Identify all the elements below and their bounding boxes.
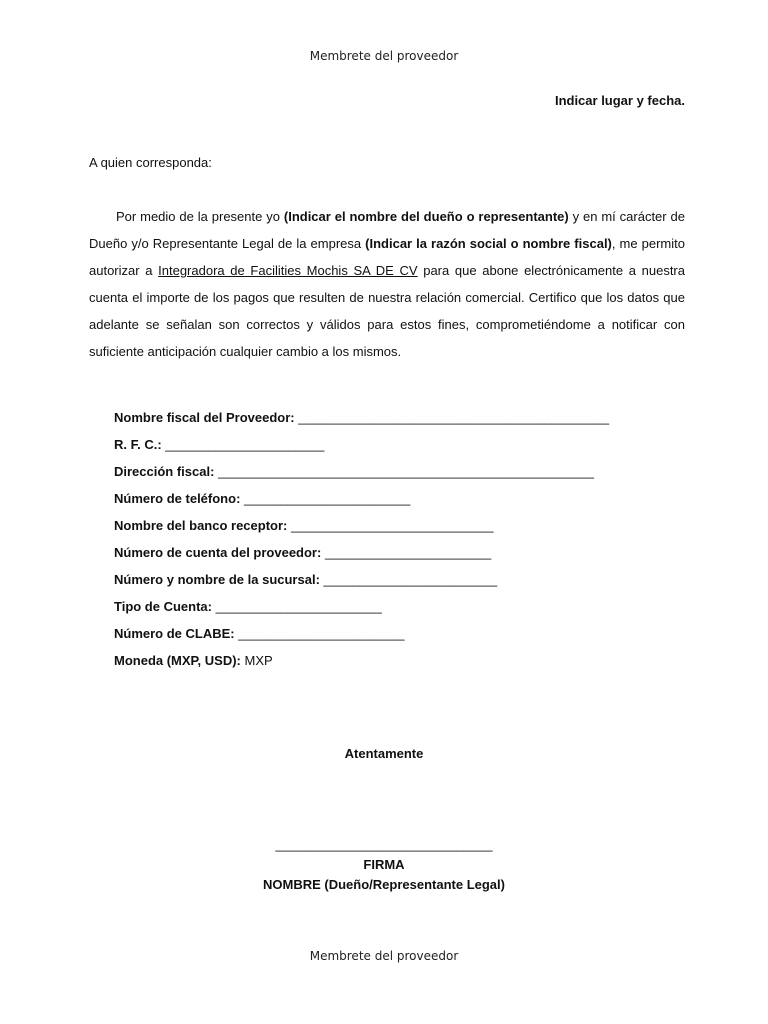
field-value: ______________________ bbox=[165, 437, 325, 452]
field-value: _______________________ bbox=[215, 599, 382, 614]
field-value: ____________________________________________________ bbox=[218, 464, 595, 479]
signature-label: FIRMA bbox=[363, 857, 405, 872]
field-value: MXP bbox=[244, 653, 273, 668]
letter-body bbox=[89, 203, 685, 365]
closing: Atentamente bbox=[344, 746, 424, 761]
body-text-3: , me permito autorizar a bbox=[89, 236, 685, 278]
letterhead-footer: Membrete del proveedor bbox=[309, 949, 459, 963]
place-date: Indicar lugar y fecha. bbox=[554, 93, 685, 108]
company-name: Integradora de Facilities Mochis SA DE CV bbox=[158, 263, 418, 278]
field-label: Número de CLABE: bbox=[114, 626, 235, 641]
owner-placeholder: (Indicar el nombre del dueño o representante) bbox=[283, 209, 569, 224]
field-label: Tipo de Cuenta: bbox=[114, 599, 212, 614]
field-label: Dirección fiscal: bbox=[114, 464, 215, 479]
field-value: ___________________________________________ bbox=[298, 410, 610, 425]
field-value: _______________________ bbox=[238, 626, 405, 641]
signature-line: ______________________________ bbox=[275, 837, 493, 852]
company-placeholder: (Indicar la razón social o nombre fiscal) bbox=[365, 236, 612, 251]
field-label: Número y nombre de la sucursal: bbox=[114, 572, 320, 587]
field-value: ________________________ bbox=[323, 572, 498, 587]
signature-block bbox=[0, 835, 768, 895]
field-row bbox=[114, 593, 609, 620]
supplier-fields bbox=[114, 404, 609, 674]
field-label: Número de cuenta del proveedor: bbox=[114, 545, 322, 560]
field-row bbox=[114, 647, 609, 674]
field-row bbox=[114, 458, 609, 485]
field-label: Moneda (MXP, USD): bbox=[114, 653, 241, 668]
field-row bbox=[114, 431, 609, 458]
field-row bbox=[114, 404, 609, 431]
field-row bbox=[114, 512, 609, 539]
field-label: Nombre del banco receptor: bbox=[114, 518, 288, 533]
field-label: Número de teléfono: bbox=[114, 491, 241, 506]
body-text-2: y en mí carácter de Dueño y/o Representante Legal de la empresa bbox=[89, 209, 685, 251]
field-row bbox=[114, 485, 609, 512]
letterhead-header: Membrete del proveedor bbox=[309, 49, 459, 63]
field-row bbox=[114, 620, 609, 647]
field-value: _______________________ bbox=[244, 491, 411, 506]
field-label: R. F. C.: bbox=[114, 437, 162, 452]
field-label: Nombre fiscal del Proveedor: bbox=[114, 410, 295, 425]
signer-name-label: NOMBRE (Dueño/Representante Legal) bbox=[263, 877, 505, 892]
body-text-1: Por medio de la presente yo bbox=[116, 209, 284, 224]
field-value: _______________________ bbox=[324, 545, 492, 560]
salutation: A quien corresponda: bbox=[89, 155, 212, 170]
field-row bbox=[114, 566, 609, 593]
body-text-4: para que abone electrónicamente a nuestra cuenta el importe de los pagos que resulten de nuestra relación comercial. Certifico que los datos que adelante se señalan son correctos y válidos para estos fines, comprometiéndome a notificar con suficiente anticipación cualquier cambio a los mismos. bbox=[89, 263, 685, 359]
field-row bbox=[114, 539, 609, 566]
field-value: ____________________________ bbox=[291, 518, 494, 533]
